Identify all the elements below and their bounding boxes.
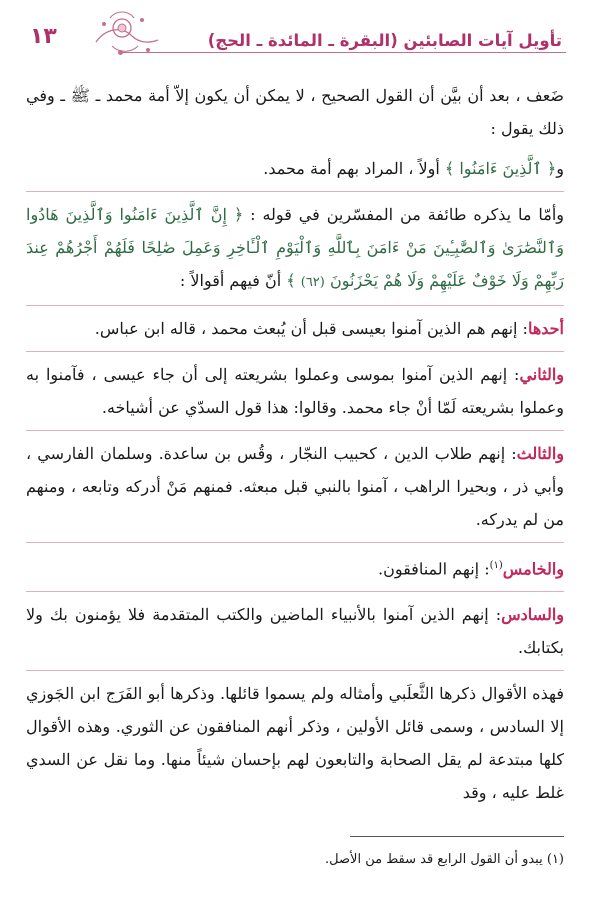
footnote-marker[interactable]: (١) [489, 560, 503, 571]
footnote-rule [350, 836, 564, 837]
opinion-3 [26, 430, 564, 542]
opinion-1 [26, 305, 564, 351]
opinion-text: : إنهم طلاب الدين ، كحبيب النجّار ، وقُس بن ساعدة. وسلمان الفارسي ، وأبي ذر ، وبحيرا الراهب ، آمنوا بالنبي قبل مبعثه. فمنهم مَنْ أدركه وتابعه ، ومنهم من لم يدركه. [26, 444, 564, 529]
page-header [0, 0, 590, 62]
header-rule [120, 52, 566, 53]
paragraph-text: أولاً ، المراد بهم أمة محمد. [263, 159, 445, 178]
opinion-2 [26, 351, 564, 430]
paragraph-text: فهذه الأقوال ذكرها الثَّعلَبي وأمثاله ولم يسموا قائلها. وذكرها أبو الفَرَج ابن الجَوزي إلا السادس ، وسمى قائل الأولين ، وذكر أنهم المنافقون عن الثوري. وهذه الأقوال كلها مبتدعة لم يقل الصحابة والتابعون لهم بإحسان شيئاً منها. وما نقل عن السدي غلط عليه ، وقد [26, 684, 564, 803]
opinion-text: : إنهم هم الذين آمنوا بعيسى قبل أن يُبعث محمد ، قاله ابن عباس. [94, 319, 528, 338]
footnote [26, 850, 564, 870]
header-rule-dot [118, 50, 123, 55]
opinion-6 [26, 591, 564, 670]
quran-close: ﴾ [286, 271, 301, 290]
footnote-text: يبدو أن القول الرابع قد سقط من الأصل. [325, 852, 543, 867]
opinion-label: أحدها [527, 319, 564, 338]
paragraph [26, 670, 564, 815]
floral-ornament-icon [92, 6, 162, 58]
opinion-label: والثالث [516, 444, 564, 463]
opinion-label: والخامس [502, 559, 564, 579]
quran-verse: ﴿ إِنَّ ٱلَّذِينَ ءَامَنُوا وَٱلَّذِينَ هَادُوا وَٱلنَّصَٰرَىٰ وَٱلصَّٰبِـِٔينَ مَنْ ءَامَنَ بِٱللَّهِ وَٱلْيَوْمِ ٱلْـَٔاخِرِ وَعَمِلَ صَٰلِحًا فَلَهُمْ أَجْرُهُمْ عِندَ رَبِّهِمْ وَلَا خَوْفٌ عَلَيْهِمْ وَلَا هُمْ يَحْزَنُونَ [26, 205, 564, 290]
paragraph [26, 151, 564, 191]
footnote-number: (١) [546, 852, 564, 867]
opinion-text: : إنهم الذين آمنوا بموسى وعملوا بشريعته إلى أن جاء عيسى ، فآمنوا به وعملوا بشريعته لَمّا أنْ جاء محمد. وقالوا: هذا قول السدّي عن أشياخه. [26, 365, 564, 417]
ayah-number: (٦٢) [300, 275, 325, 290]
main-text [26, 70, 564, 815]
page-number: ١٣ [30, 24, 57, 49]
opinion-text: : إنهم المنافقون. [377, 559, 490, 579]
paragraph [26, 70, 564, 151]
opinion-label: والثاني [519, 365, 564, 384]
opinion-label: والسادس [501, 605, 564, 625]
paragraph-text: ضَعف ، بعد أن بيَّن أن القول الصحيح ، لا يمكن أن يكون إلاّ أمة محمد ـ ﷺ ـ وفي ذلك يقول : [26, 86, 564, 138]
paragraph-prefix: و [556, 159, 564, 178]
quran-quote: ﴿ ٱلَّذِينَ ءَامَنُوا ﴾ [444, 159, 557, 178]
paragraph [26, 191, 564, 305]
opinion-5 [26, 542, 564, 591]
paragraph-text: وأمّا ما يذكره طائفة من المفسّرين في قوله : [243, 205, 564, 224]
paragraph-text-end: أنّ فيهم أقوالاً : [179, 271, 287, 290]
running-title: تأويل آيات الصابئين (البقرة ـ المائدة ـ الحج) [207, 31, 562, 50]
opinion-text: : إنهم الذين آمنوا بالأنبياء الماضين والكتب المتقدمة فلا يؤمنون بك ولا بكتابك. [26, 605, 564, 658]
